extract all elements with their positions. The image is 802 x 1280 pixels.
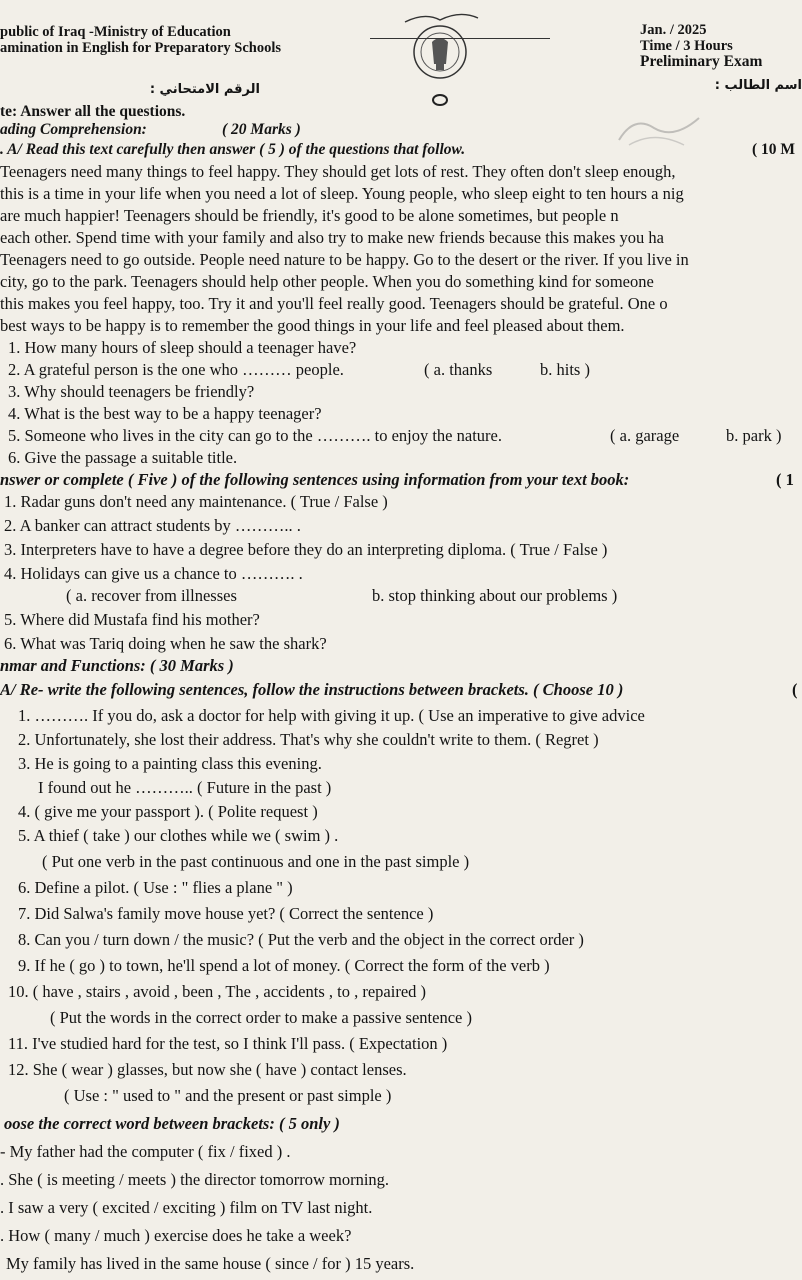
reading-q2-option-b: b. hits ): [540, 360, 590, 379]
textbook-q4: 4. Holidays can give us a chance to ………. .: [4, 564, 303, 583]
passage-line-5: Teenagers need to go outside. People need nature to be happy. Go to the desert or the river. If you live in: [0, 250, 689, 269]
instructions-note: te: Answer all the questions.: [0, 103, 186, 120]
header-exam-type: Preliminary Exam: [640, 53, 763, 70]
grammar-item-7: 7. Did Salwa's family move house yet? ( Correct the sentence ): [18, 904, 434, 923]
passage-line-8: best ways to be happy is to remember the good things in your life and feel pleased about them.: [0, 316, 625, 335]
passage-line-1: Teenagers need many things to feel happy. They should get lots of rest. They often don't sleep enough,: [0, 162, 676, 181]
student-name-label: اسم الطالب :: [714, 78, 802, 93]
grammar-item-3b: I found out he ……….. ( Future in the past ): [38, 778, 332, 797]
grammar-item-4: 4. ( give me your passport ). ( Polite request ): [18, 802, 318, 821]
choose-item-4: . How ( many / much ) exercise does he take a week?: [0, 1226, 352, 1245]
grammar-item-11: 11. I've studied hard for the test, so I think I'll pass. ( Expectation ): [8, 1034, 448, 1053]
exam-number-label: الرقم الامتحاني :: [149, 82, 260, 97]
ministry-emblem-icon: [400, 8, 480, 108]
section-reading-marks: ( 20 Marks ): [222, 121, 301, 138]
q1a-marks: ( 10 M: [752, 141, 796, 158]
grammar-item-1: 1. ………. If you do, ask a doctor for help with giving it up. ( Use an imperative to give advice: [18, 706, 645, 725]
header-date: Jan. / 2025: [640, 22, 707, 38]
reading-q2-option-a: ( a. thanks: [424, 360, 493, 379]
reading-q5-option-a: ( a. garage: [610, 426, 680, 445]
reading-q4: 4. What is the best way to be a happy teenager?: [8, 404, 322, 423]
passage-line-4: each other. Spend time with your family and also try to make new friends because this makes you ha: [0, 228, 664, 247]
textbook-q4-option-b: b. stop thinking about our problems ): [372, 586, 618, 605]
grammar-item-6: 6. Define a pilot. ( Use : " flies a plane " ): [18, 878, 293, 897]
choose-item-2: . She ( is meeting / meets ) the director tomorrow morning.: [0, 1170, 390, 1189]
grammar-item-5: 5. A thief ( take ) our clothes while we ( swim ) .: [18, 826, 339, 845]
grammar-item-9: 9. If he ( go ) to town, he'll spend a lot of money. ( Correct the form of the verb ): [18, 956, 550, 975]
passage-line-6: city, go to the park. Teenagers should help other people. When you do something kind for someone: [0, 272, 654, 291]
reading-q3: 3. Why should teenagers be friendly?: [8, 382, 255, 401]
grammar-instruction: A/ Re- write the following sentences, follow the instructions between brackets. ( Choose 10 ): [0, 680, 624, 699]
section-reading-title: ading Comprehension:: [0, 121, 147, 138]
textbook-q2: 2. A banker can attract students by ……….. .: [4, 516, 301, 535]
grammar-item-8: 8. Can you / turn down / the music? ( Put the verb and the object in the correct order ): [18, 930, 584, 949]
reading-q2: 2. A grateful person is the one who ……… people.: [8, 360, 344, 379]
textbook-q6: 6. What was Tariq doing when he saw the shark?: [4, 634, 327, 653]
choose-item-3: . I saw a very ( excited / exciting ) film on TV last night.: [0, 1198, 373, 1217]
grammar-item-5b: ( Put one verb in the past continuous and one in the past simple ): [42, 852, 470, 871]
reading-q5-option-b: b. park ): [726, 426, 782, 445]
q1a-instruction: . A/ Read this text carefully then answer ( 5 ) of the questions that follow.: [0, 141, 466, 158]
grammar-item-12b: ( Use : " used to " and the present or past simple ): [64, 1086, 392, 1105]
section-grammar-title: nmar and Functions: ( 30 Marks ): [0, 656, 234, 675]
reading-q6: 6. Give the passage a suitable title.: [8, 448, 238, 467]
header-divider: [370, 38, 550, 39]
textbook-q5: 5. Where did Mustafa find his mother?: [4, 610, 260, 629]
reading-q1: 1. How many hours of sleep should a teenager have?: [8, 338, 357, 357]
grammar-item-3: 3. He is going to a painting class this evening.: [18, 754, 322, 773]
textbook-marks: ( 1: [776, 470, 794, 489]
choose-item-5: My family has lived in the same house ( since / for ) 15 years.: [6, 1254, 415, 1273]
textbook-instruction: nswer or complete ( Five ) of the following sentences using information from your text book:: [0, 470, 630, 489]
passage-line-2: this is a time in your life when you need a lot of sleep. Young people, who sleep eight to ten hours a nig: [0, 184, 684, 203]
grammar-item-10: 10. ( have , stairs , avoid , been , The , accidents , to , repaired ): [8, 982, 427, 1001]
grammar-item-10b: ( Put the words in the correct order to make a passive sentence ): [50, 1008, 472, 1027]
textbook-q3: 3. Interpreters have to have a degree before they do an interpreting diploma. ( True / False ): [4, 540, 608, 559]
header-exam-title: amination in English for Preparatory Schools: [0, 40, 282, 56]
passage-line-3: are much happier! Teenagers should be friendly, it's good to be alone sometimes, but people n: [0, 206, 619, 225]
choose-instruction: oose the correct word between brackets: ( 5 only ): [4, 1114, 340, 1133]
choose-item-1: - My father had the computer ( fix / fixed ) .: [0, 1142, 291, 1161]
grammar-item-12: 12. She ( wear ) glasses, but now she ( have ) contact lenses.: [8, 1060, 407, 1079]
passage-line-7: this makes you feel happy, too. Try it and you'll feel really good. Teenagers should be grateful. One o: [0, 294, 668, 313]
textbook-q4-option-a: ( a. recover from illnesses: [66, 586, 237, 605]
faded-stamp-icon: [614, 110, 704, 150]
grammar-item-2: 2. Unfortunately, she lost their address. That's why she couldn't write to them. ( Regret ): [18, 730, 599, 749]
header-time: Time / 3 Hours: [640, 38, 733, 54]
textbook-q1: 1. Radar guns don't need any maintenance. ( True / False ): [4, 492, 388, 511]
reading-q5: 5. Someone who lives in the city can go to the ………. to enjoy the nature.: [8, 426, 502, 445]
header-ministry: public of Iraq -Ministry of Education: [0, 24, 231, 40]
grammar-instruction-tail: (: [792, 680, 798, 699]
